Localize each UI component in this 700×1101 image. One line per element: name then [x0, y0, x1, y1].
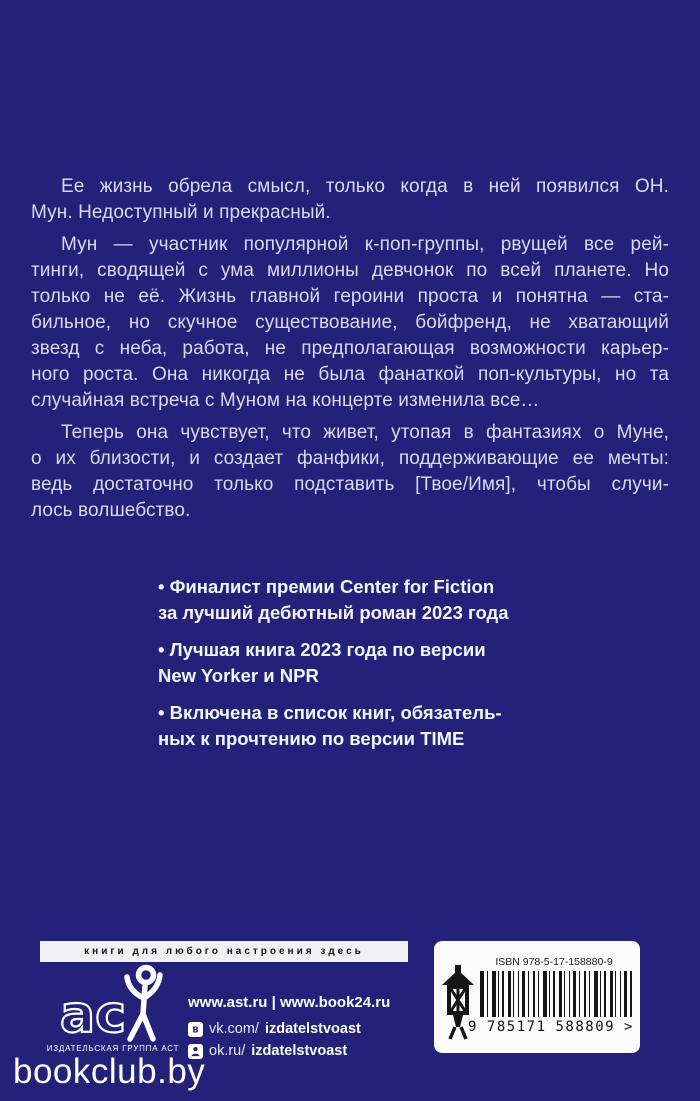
barcode-digits — [468, 1019, 634, 1035]
vk-link-line — [188, 1021, 361, 1037]
synopsis-line: только не её. Жизнь главной героини проста и понятна — ста- — [31, 286, 669, 307]
synopsis-paragraph — [31, 232, 669, 414]
award-line: • Финалист премии Center for Fiction — [158, 576, 495, 597]
ast-publisher-logo-icon — [58, 962, 170, 1044]
barcode-box — [434, 941, 640, 1053]
synopsis-paragraph — [31, 174, 669, 226]
award-item — [158, 700, 598, 752]
awards-list — [158, 574, 598, 763]
synopsis-line: Ее жизнь обрела смысл, только когда в ней появился ОН. — [61, 176, 669, 197]
synopsis-line: о их близости, и создает фанфики, поддерживающие ее мечты: — [31, 448, 669, 469]
barcode-bars — [480, 971, 632, 1017]
award-line: New Yorker и NPR — [158, 665, 319, 686]
synopsis — [31, 174, 669, 530]
isbn-text: ISBN 978-5-17-158880-9 — [495, 956, 613, 968]
synopsis-line: бильное, но скучное существование, бойфренд, не хватающий — [31, 312, 669, 333]
barcode-arrow: > — [624, 1019, 634, 1035]
award-item — [158, 637, 598, 689]
ok-link-account: izdatelstvoast — [251, 1043, 348, 1059]
award-line: за лучший дебютный роман 2023 года — [158, 602, 509, 623]
tagline-strip — [40, 941, 408, 962]
ok-link-line — [188, 1043, 347, 1059]
bookclub-watermark: bookclub.by — [13, 1052, 206, 1091]
synopsis-line: звезд с неба, работа, не предполагающая возможности карьер- — [31, 338, 669, 359]
ast-logo-letters: ас — [60, 985, 126, 1044]
synopsis-line: лось волшебство. — [31, 500, 191, 521]
synopsis-line: случайная встреча с Муном на концерте изменила все… — [31, 390, 540, 411]
synopsis-line: ного роста. Она никогда не была фанаткой поп-культуры, но та — [31, 364, 669, 385]
synopsis-line: Мун. Недоступный и прекрасный. — [31, 202, 331, 223]
synopsis-line: Теперь она чувствует, что живет, утопая в фантазиях о Муне, — [61, 422, 669, 443]
tagline-text: книги для любого настроения здесь — [84, 946, 364, 957]
award-line: • Лучшая книга 2023 года по версии — [158, 639, 486, 660]
ok-link-prefix: ok.ru/ — [209, 1043, 246, 1059]
synopsis-paragraph — [31, 420, 669, 524]
award-line: ных к прочтению по версии TIME — [158, 728, 465, 749]
vk-link-account: izdatelstvoast — [264, 1021, 361, 1037]
barcode-digit-group: 785171 — [486, 1019, 547, 1035]
synopsis-line: тинги, сводящей с ума миллионы девчонок по всей планете. Но — [31, 260, 669, 281]
synopsis-line: Мун — участник популярной к-поп-группы, рвущей все рей- — [61, 234, 669, 255]
synopsis-line: ведь достаточно только подставить [Твое/Имя], чтобы случи- — [31, 474, 669, 495]
publisher-caption: ИЗДАТЕЛЬСКАЯ ГРУППА АСТ — [46, 1044, 180, 1053]
barcode-digit-lead: 9 — [468, 1019, 478, 1035]
ast-logo-figure-icon — [127, 968, 160, 1040]
svg-text:B: B — [192, 1024, 199, 1035]
award-line: • Включена в список книг, обязатель- — [158, 702, 502, 723]
vk-link-prefix: vk.com/ — [209, 1021, 259, 1037]
award-item — [158, 574, 598, 626]
barcode-digit-group: 588809 — [555, 1019, 616, 1035]
publisher-websites: www.ast.ru | www.book24.ru — [188, 994, 391, 1011]
vk-icon — [188, 1022, 203, 1037]
